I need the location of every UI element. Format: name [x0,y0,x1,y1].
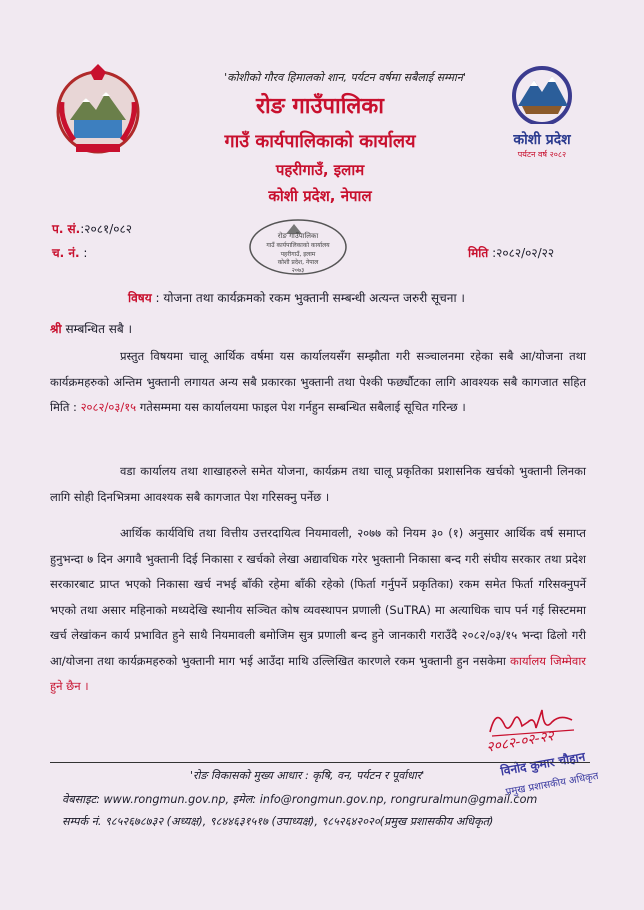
patra-sankhya [52,220,132,237]
signature-date: २०८२-०२-२२ [485,728,556,756]
footer-divider [50,762,590,763]
subject-line [128,289,465,306]
p1-deadline-date: २०८२/०३/१५ [80,400,137,414]
p2-text: वडा कार्यालय तथा शाखाहरुले समेत योजना, कार्यक्रम तथा चालू प्रकृतिका प्रशासनिक खर्चको भुक्तानी लिनका लागि सोही दिनभित्रमा आवश्यक सबै कागजात पेश गरिसक्नु पर्नेछ । [50,464,586,504]
letter-date [468,244,554,261]
salutation-text: सम्बन्धित सबै । [65,322,133,336]
office-seal-stamp [246,216,350,278]
office-name: गाउँ कार्यपालिकाको कार्यालय [224,131,416,152]
koshi-logo-subtext: पर्यटन वर्ष २०८२ [517,150,567,159]
salutation [50,320,132,337]
p3-warning-text: कार्यालय जिम्मेवार हुने छैन । [50,653,587,693]
header-motto: 'कोशीको गौरव हिमालको शान, पर्यटन वर्षमा सबैलाई सम्मान' [224,71,466,84]
seal-line2: गाउँ कार्यपालिकाको कार्यालय [266,242,330,249]
signatory-name-stamp: विनोद कुमार चौहान [499,749,587,779]
municipality-name: रोङ गाउँपालिका [256,94,384,119]
chalani-value: : [83,246,88,260]
p1-text-a: प्रस्तुत विषयमा चालू आर्थिक वर्षमा यस कार्यालयसँग सम्झौता गरी सञ्चालनमा रहेका सबै आ/योजना तथा कार्यक्रमहरुको अन्तिम भुक्तानी लगायत अन्य सबै प्रकारका भुक्तानी तथा पेश्की फर्छ्यौटका लागि आवश्यक सबै कागजात सहित मिति : [50,349,586,414]
chalani-number [52,244,87,261]
footer-motto: 'रोङ विकासको मुख्य आधार : कृषि, वन, पर्यटन र पूर्वाधार' [190,769,425,782]
seal-line3: पहरीगाउँ, इलाम [280,251,316,258]
seal-line4: कोशी प्रदेश, नेपाल [277,259,319,266]
date-value: :२०८२/०२/२२ [492,246,555,260]
body-paragraph-1 [50,344,586,421]
chalani-label: च. नं. [52,246,80,260]
footer-website-email: वेबसाइट: www.rongmun.gov.np, इमेल: info@rongmun.gov.np, rongruralmun@gmail.com [62,793,538,806]
signatory-title-stamp: प्रमुख प्रशासकीय अधिकृत [505,770,600,799]
koshi-logo-text: कोशी प्रदेश [513,132,571,148]
p3-text: आर्थिक कार्यविधि तथा वित्तीय उत्तरदायित्व नियमावली, २०७७ को नियम ३० (१) अनुसार आर्थिक वर्ष समाप्त हुनुभन्दा ७ दिन अगावै भुक्तानी दिई निकासा र खर्चको लेखा अद्यावधिक गरेर भुक्तानी निकासा बन्द गरी संघीय सरकार तथा प्रदेश सरकारबाट प्राप्त भएको निकासा खर्च नभई बाँकी रहेमा बाँकी रहेको (फिर्ता गर्नुपर्ने प्रकृतिका) रकम समेत फिर्ता गरिसक्नुपर्ने भएको तथा असार महिनाको मध्यदेखि स्थानीय सञ्चित कोष व्यवस्थापन प्रणाली (SuTRA) मा अत्याधिक चाप पर्न गई सिस्टममा खर्च लेखांकन कार्य प्रभावित हुने साथै नियमावली बमोजिम सुत्र प्रणाली बन्द हुने जानकारी गराउँदै २०८२/०३/१५ भन्दा ढिलो गरी आ/योजना तथा कार्यक्रमहरुको भुक्तानी माग भई आउँदा माथि उल्लिखित कारणले रकम भुक्तानी हुन नसकेमा [50,526,586,668]
seal-line1: रोङ गाउँपालिका [277,232,319,240]
body-paragraph-2 [50,459,586,510]
footer-contact-numbers: सम्पर्क नं. ९८५२६७८७३२ (अध्यक्ष), ९८४४६३१५१७ (उपाध्यक्ष), ९८५२६४२०२०(प्रमुख प्रशासकीय अधिकृत) [62,815,494,828]
date-label: मिति [468,246,489,260]
province-name: कोशी प्रदेश, नेपाल [268,187,372,205]
body-paragraph-3 [50,521,586,700]
patra-value: :२०८१/०८२ [80,222,133,236]
p1-text-b: गतेसम्ममा यस कार्यालयमा फाइल पेश गर्नहुन सम्बन्धित सबैलाई सूचित गरिन्छ । [139,400,466,414]
patra-label: प. सं. [52,222,81,236]
office-address: पहरीगाउँ, इलाम [275,161,365,179]
subject-label: विषय [128,291,152,305]
subject-text: : योजना तथा कार्यक्रमको रकम भुक्तानी सम्बन्धी अत्यन्त जरुरी सूचना । [155,291,465,305]
seal-year: २०७३ [291,267,305,274]
nepal-emblem-logo [52,62,144,158]
salutation-prefix: श्री [50,322,62,336]
